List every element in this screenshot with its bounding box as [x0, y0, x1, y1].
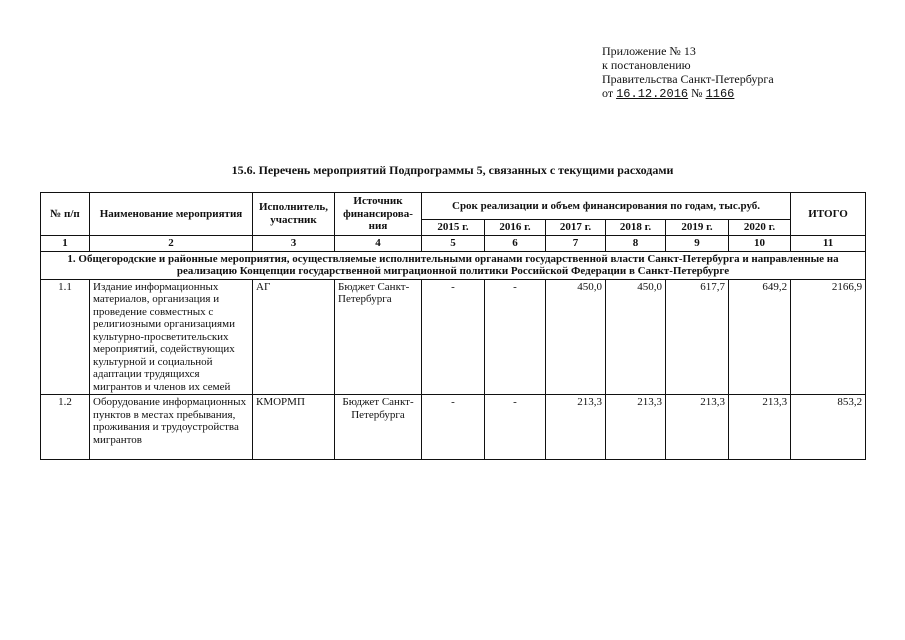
column-number: 8	[606, 235, 666, 251]
row-value-2016: -	[485, 395, 546, 460]
appendix-line1: Приложение № 13	[602, 44, 696, 58]
column-number: 10	[729, 235, 791, 251]
row-value-2017: 213,3	[546, 395, 606, 460]
from-label: от	[602, 86, 614, 100]
appendix-line2: к постановлению	[602, 58, 691, 72]
column-number-row	[41, 235, 866, 251]
header-num: № п/п	[41, 193, 90, 236]
column-number: 3	[253, 235, 335, 251]
row-value-2015: -	[422, 279, 485, 395]
header-year: 2019 г.	[666, 220, 729, 236]
column-number: 9	[666, 235, 729, 251]
column-number: 11	[791, 235, 866, 251]
column-number: 7	[546, 235, 606, 251]
number-label: №	[691, 86, 703, 100]
row-name: Оборудование информационных пунктов в местах пребывания, проживания и трудоустройства мигрантов	[90, 395, 253, 460]
column-number: 5	[422, 235, 485, 251]
row-value-2020: 213,3	[729, 395, 791, 460]
resolution-date: 16.12.2016	[616, 87, 689, 101]
header-year: 2020 г.	[729, 220, 791, 236]
row-value-2019: 213,3	[666, 395, 729, 460]
row-value-2017: 450,0	[546, 279, 606, 395]
header-row	[41, 193, 866, 220]
measures-table	[40, 192, 866, 460]
row-value-2015: -	[422, 395, 485, 460]
section-title: 1. Общегородские и районные мероприятия, осуществляемые исполнительными органами государственной власти Санкт-Петербурга и направленные на реализацию Концепции государственной миграционной политики Российской Федерации в Санкт-Петербурге	[41, 251, 866, 279]
row-source: Бюджет Санкт-Петербурга	[335, 395, 422, 460]
resolution-number: 1166	[705, 87, 735, 101]
column-number: 1	[41, 235, 90, 251]
row-value-2019: 617,7	[666, 279, 729, 395]
header-period: Срок реализации и объем финансирования по годам, тыс.руб.	[422, 193, 791, 220]
section-row	[41, 251, 866, 279]
header-year: 2015 г.	[422, 220, 485, 236]
header-source: Источник финансирова-ния	[335, 193, 422, 236]
row-total: 853,2	[791, 395, 866, 460]
appendix-block	[602, 44, 862, 101]
header-total: ИТОГО	[791, 193, 866, 236]
row-value-2018: 450,0	[606, 279, 666, 395]
page-title: 15.6. Перечень мероприятий Подпрограммы 5, связанных с текущими расходами	[231, 163, 674, 177]
column-number: 2	[90, 235, 253, 251]
header-year: 2017 г.	[546, 220, 606, 236]
header-executor: Исполнитель, участник	[253, 193, 335, 236]
table-row	[41, 279, 866, 395]
header-name: Наименование мероприятия	[90, 193, 253, 236]
header-year: 2018 г.	[606, 220, 666, 236]
appendix-line3: Правительства Санкт-Петербурга	[602, 72, 774, 86]
row-value-2016: -	[485, 279, 546, 395]
column-number: 6	[485, 235, 546, 251]
row-value-2020: 649,2	[729, 279, 791, 395]
row-num: 1.2	[41, 395, 90, 460]
row-name: Издание информационных материалов, организация и проведение совместных с религиозными организациями культурно-просветительских мероприятий, содействующих культурной и социальной адаптации трудящихся мигрантов и членов их семей	[90, 279, 253, 395]
row-value-2018: 213,3	[606, 395, 666, 460]
row-total: 2166,9	[791, 279, 866, 395]
column-number: 4	[335, 235, 422, 251]
appendix-date-line	[602, 86, 862, 101]
row-executor: КМОРМП	[253, 395, 335, 460]
row-executor: АГ	[253, 279, 335, 395]
header-year: 2016 г.	[485, 220, 546, 236]
row-num: 1.1	[41, 279, 90, 395]
table-row	[41, 395, 866, 460]
row-source: Бюджет Санкт-Петербурга	[335, 279, 422, 395]
